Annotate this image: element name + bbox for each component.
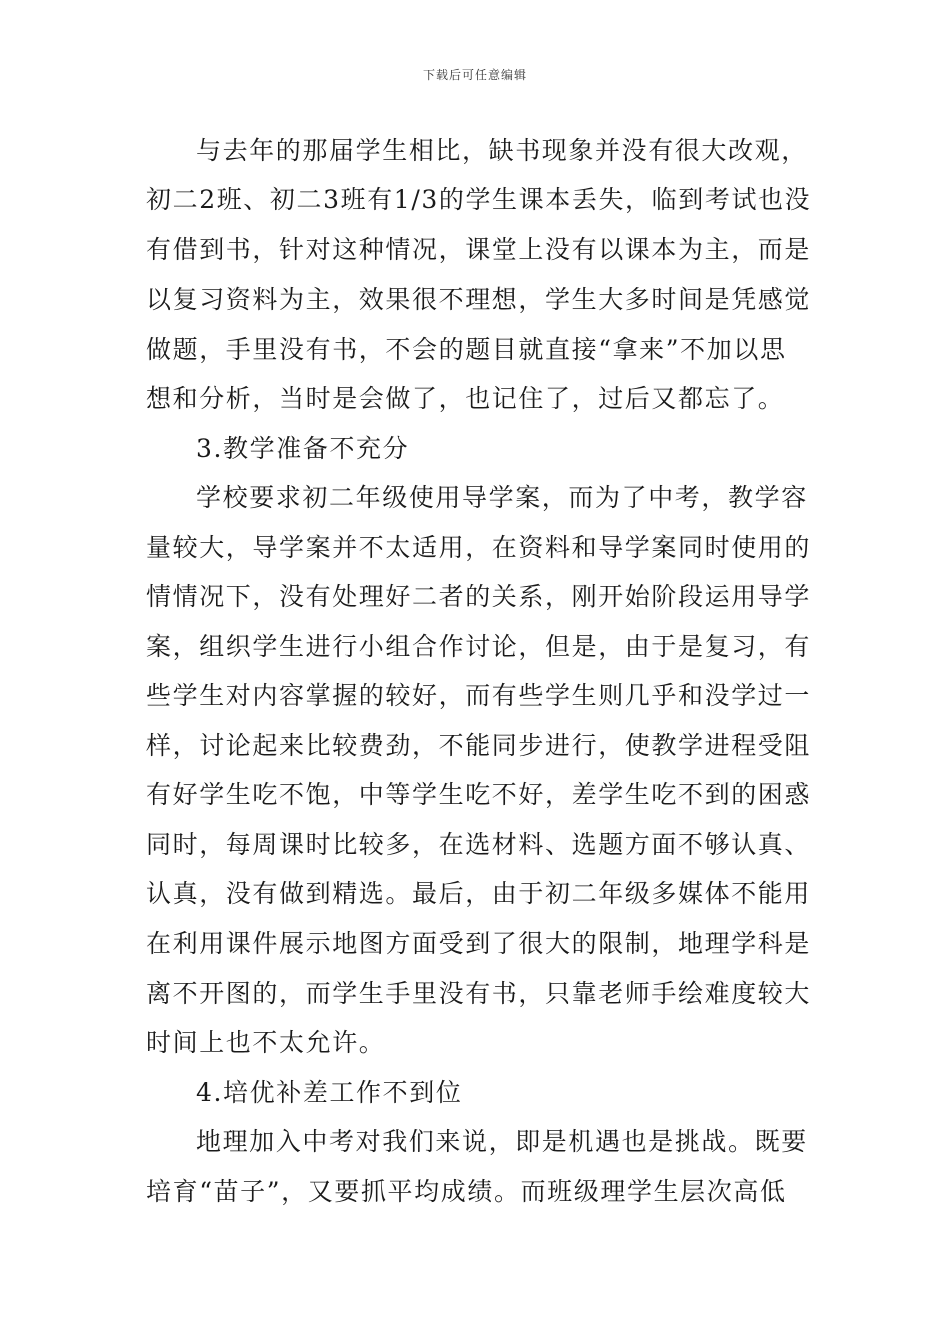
header-note: 下载后可任意编辑 — [422, 68, 527, 82]
section-heading: 3.教学准备不充分 — [196, 434, 410, 463]
paragraph-line: 时间上也不太允许。 — [146, 1028, 386, 1057]
paragraph-line: 离不开图的，而学生手里没有书，只靠老师手绘难度较大 — [146, 979, 812, 1008]
paragraph-line: 有借到书，针对这种情况，课堂上没有以课本为主，而是 — [146, 235, 812, 264]
paragraph-line: 与去年的那届学生相比，缺书现象并没有很大改观， — [196, 136, 808, 165]
paragraph-line: 量较大，导学案并不太适用，在资料和导学案同时使用的 — [146, 533, 812, 562]
paragraph-line: 同时，每周课时比较多，在选材料、选题方面不够认真、 — [146, 830, 812, 859]
paragraph-line: 在利用课件展示地图方面受到了很大的限制，地理学科是 — [146, 929, 812, 958]
paragraph-line: 培育“苗子”，又要抓平均成绩。而班级理学生层次高低 — [146, 1177, 787, 1206]
paragraph-line: 地理加入中考对我们来说，即是机遇也是挑战。既要 — [196, 1127, 808, 1156]
paragraph-line: 情情况下，没有处理好二者的关系，刚开始阶段运用导学 — [146, 582, 812, 611]
paragraph-line: 初二2班、初二3班有1/3的学生课本丢失，临到考试也没 — [146, 185, 812, 214]
paragraph-line: 想和分析，当时是会做了，也记住了，过后又都忘了。 — [146, 384, 785, 413]
paragraph-line: 认真，没有做到精选。最后，由于初二年级多媒体不能用 — [146, 879, 812, 908]
paragraph-line: 做题，手里没有书，不会的题目就直接“拿来”不加以思 — [146, 335, 787, 364]
paragraph-line: 学校要求初二年级使用导学案，而为了中考，教学容 — [196, 483, 808, 512]
paragraph-line: 案，组织学生进行小组合作讨论，但是，由于是复习，有 — [146, 632, 812, 661]
section-heading: 4.培优补差工作不到位 — [196, 1078, 463, 1107]
paragraph-line: 以复习资料为主，效果很不理想，学生大多时间是凭感觉 — [146, 285, 812, 314]
paragraph-line: 有好学生吃不饱，中等学生吃不好，差学生吃不到的困惑 — [146, 780, 812, 809]
paragraph-line: 样，讨论起来比较费劲，不能同步进行，使教学进程受阻 — [146, 731, 812, 760]
paragraph-line: 些学生对内容掌握的较好，而有些学生则几乎和没学过一 — [146, 681, 812, 710]
